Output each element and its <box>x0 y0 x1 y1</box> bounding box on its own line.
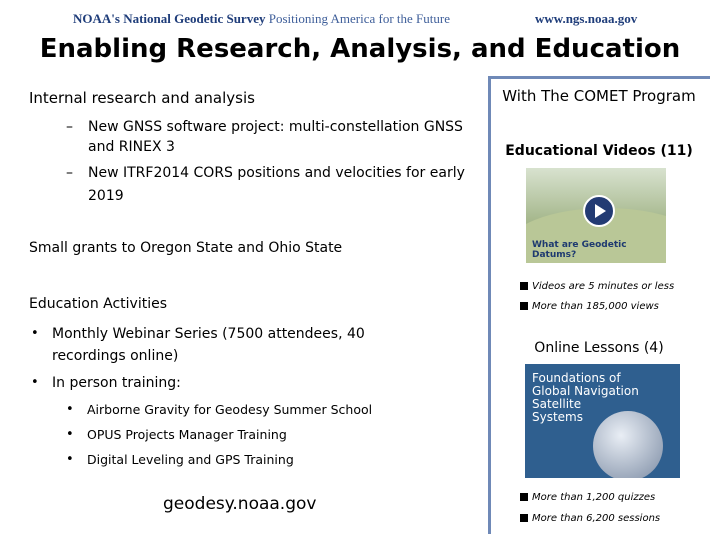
education-item-2: In person training: <box>52 375 181 391</box>
education-heading: Education Activities <box>29 296 168 312</box>
lesson-thumbnail[interactable] <box>525 364 680 478</box>
training-item-2: OPUS Projects Manager Training <box>87 427 287 442</box>
lesson-bullet-2 <box>520 513 660 524</box>
lesson-title-line: Global Navigation <box>532 384 639 398</box>
video-bullet-1 <box>520 281 674 292</box>
video-bullet-2 <box>520 301 659 312</box>
comet-heading: With The COMET Program <box>502 87 696 105</box>
videos-heading: Educational Videos (11) <box>505 143 693 159</box>
lesson-title-line: Foundations of <box>532 371 621 385</box>
lesson-bullet-2-text: More than 6,200 sessions <box>532 513 661 524</box>
website-link[interactable]: www.ngs.noaa.gov <box>535 11 638 26</box>
bullet-marker: • <box>31 326 39 341</box>
internal-item-2-line1: New ITRF2014 CORS positions and velocities for early <box>88 165 465 181</box>
header-bar <box>0 0 720 36</box>
training-item-1: Airborne Gravity for Geodesy Summer School <box>87 402 373 417</box>
video-bullet-2-text: More than 185,000 views <box>532 301 659 312</box>
bullet-marker: • <box>31 375 39 390</box>
video-bullet-1-text: Videos are 5 minutes or less <box>532 281 675 292</box>
square-bullet-icon <box>520 282 528 290</box>
lessons-heading: Online Lessons (4) <box>534 340 664 356</box>
video-thumbnail[interactable] <box>526 168 666 263</box>
lesson-bullet-1 <box>520 492 655 503</box>
bullet-marker: • <box>66 452 74 467</box>
square-bullet-icon <box>520 493 528 501</box>
ngs-brand <box>73 11 450 27</box>
globe-graphic <box>593 411 663 478</box>
lesson-bullet-1-text: More than 1,200 quizzes <box>532 492 656 503</box>
slide-title: Enabling Research, Analysis, and Education <box>39 34 681 64</box>
lesson-title-line: Systems <box>532 410 583 424</box>
training-item-3: Digital Leveling and GPS Training <box>87 452 294 467</box>
internal-item-2-line2: 2019 <box>88 188 124 204</box>
square-bullet-icon <box>520 514 528 522</box>
dash-marker: – <box>66 119 73 135</box>
geodesy-url[interactable]: geodesy.noaa.gov <box>163 494 317 514</box>
brand-name: NOAA's National Geodetic Survey <box>73 11 266 26</box>
internal-item-1-line2: and RINEX 3 <box>88 139 175 155</box>
bullet-marker: • <box>66 402 74 417</box>
education-item-1-line1: Monthly Webinar Series (7500 attendees, 40 <box>52 326 365 342</box>
bullet-marker: • <box>66 427 74 442</box>
dash-marker: – <box>66 165 73 181</box>
brand-tagline: Positioning America for the Future <box>268 11 450 26</box>
play-icon[interactable] <box>583 195 615 227</box>
square-bullet-icon <box>520 302 528 310</box>
internal-heading: Internal research and analysis <box>29 89 255 107</box>
video-caption: What are Geodetic Datums? <box>532 240 627 260</box>
lesson-title-line: Satellite <box>532 397 582 411</box>
education-item-1-line2: recordings online) <box>52 348 179 364</box>
grants-text: Small grants to Oregon State and Ohio State <box>29 240 343 256</box>
internal-item-1-line1: New GNSS software project: multi-constellation GNSS <box>88 119 463 135</box>
